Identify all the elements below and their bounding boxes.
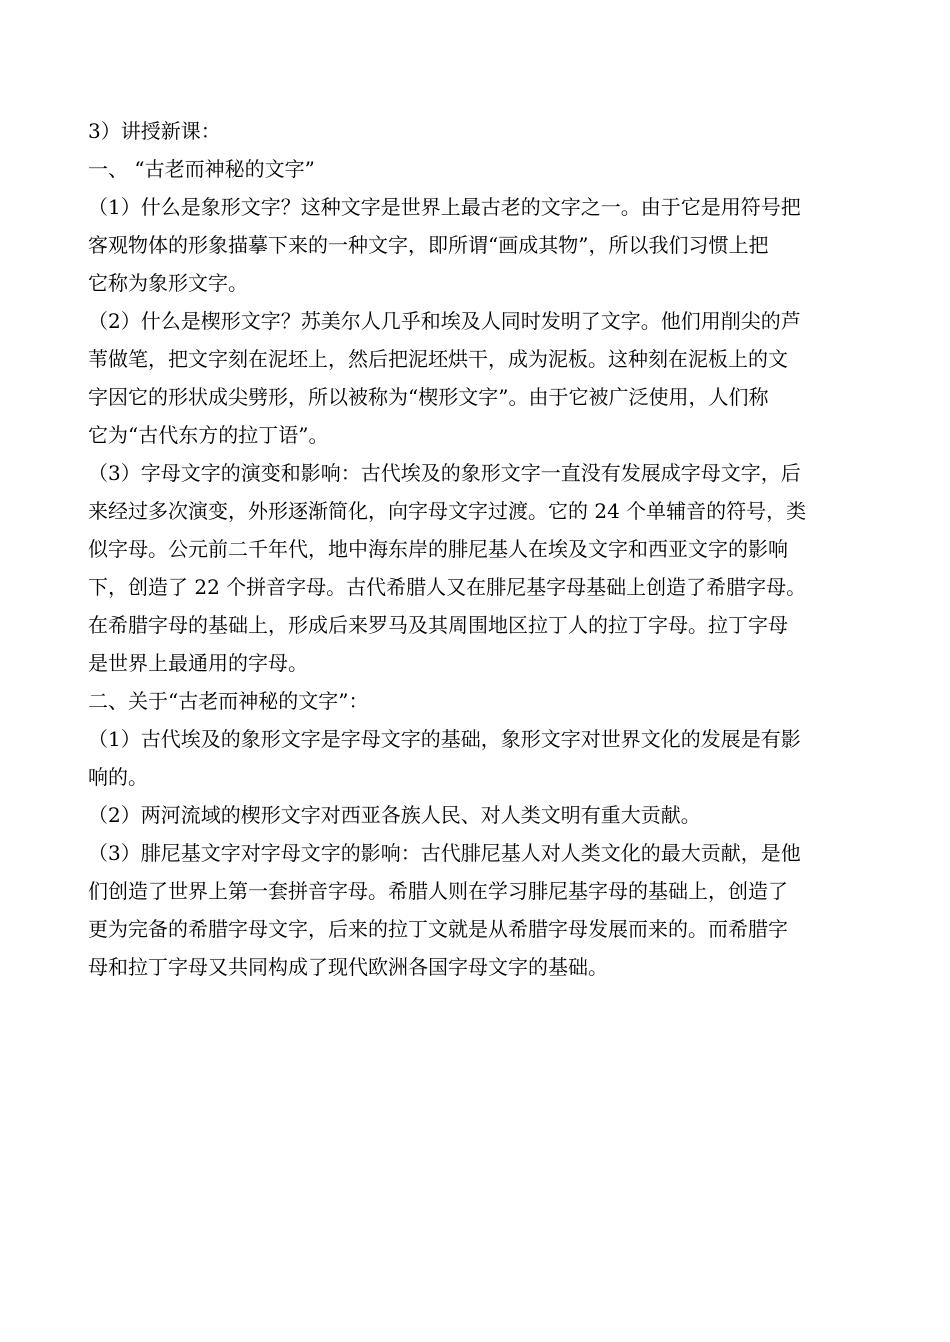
document-body xyxy=(88,112,864,986)
text-line: （1）什么是象形文字？这种文字是世界上最古老的文字之一。由于它是用符号把 xyxy=(88,195,801,219)
text-line: （1）古代埃及的象形文字是字母文字的基础，象形文字对世界文化的发展是有影 xyxy=(88,727,801,751)
text-line: 响的。 xyxy=(88,765,148,789)
text-line: 更为完备的希腊字母文字，后来的拉丁文就是从希腊字母发展而来的。而希腊字 xyxy=(88,917,788,941)
text-line: 下，创造了 22 个拼音字母。古代希腊人又在腓尼基字母基础上创造了希腊字母。 xyxy=(88,575,807,599)
text-line: 是世界上最通用的字母。 xyxy=(88,651,308,675)
text-line: 字因它的形状成尖劈形，所以被称为“楔形文字”。由于它被广泛使用，人们称 xyxy=(88,385,769,409)
section-2-title: 二、关于“古老而神秘的文字”： xyxy=(88,689,369,713)
text-line: 母和拉丁字母又共同构成了现代欧洲各国字母文字的基础。 xyxy=(88,955,608,979)
text-line: 在希腊字母的基础上，形成后来罗马及其周围地区拉丁人的拉丁字母。拉丁字母 xyxy=(88,613,788,637)
text-line: （2）两河流域的楔形文字对西亚各族人民、对人类文明有重大贡献。 xyxy=(88,803,701,827)
lesson-heading: 3）讲授新课： xyxy=(88,119,221,143)
section-1-item-2 xyxy=(88,302,864,454)
text-line: 它为“古代东方的拉丁语”。 xyxy=(88,423,329,447)
section-1-item-3 xyxy=(88,454,864,682)
text-line: 们创造了世界上第一套拼音字母。希腊人则在学习腓尼基字母的基础上，创造了 xyxy=(88,879,788,903)
text-line: （2）什么是楔形文字？苏美尔人几乎和埃及人同时发明了文字。他们用削尖的芦 xyxy=(88,309,801,333)
text-line: 它称为象形文字。 xyxy=(88,271,248,295)
section-1-title: 一、 “古老而神秘的文字” xyxy=(88,157,315,181)
text-line: （3）字母文字的演变和影响：古代埃及的象形文字一直没有发展成字母文字，后 xyxy=(88,461,801,485)
text-line: （3）腓尼基文字对字母文字的影响：古代腓尼基人对人类文化的最大贡献，是他 xyxy=(88,841,801,865)
section-2-item-3 xyxy=(88,834,864,986)
text-line: 客观物体的形象描摹下来的一种文字，即所谓“画成其物”，所以我们习惯上把 xyxy=(88,233,769,257)
text-line: 苇做笔，把文字刻在泥坯上，然后把泥坯烘干，成为泥板。这种刻在泥板上的文 xyxy=(88,347,788,371)
section-1-item-1 xyxy=(88,188,864,302)
section-2-item-1 xyxy=(88,720,864,796)
section-2-item-2 xyxy=(88,796,864,834)
text-line: 似字母。公元前二千年代，地中海东岸的腓尼基人在埃及文字和西亚文字的影响 xyxy=(88,537,788,561)
text-line: 来经过多次演变，外形逐渐简化，向字母文字过渡。它的 24 个单辅音的符号，类 xyxy=(88,499,807,523)
